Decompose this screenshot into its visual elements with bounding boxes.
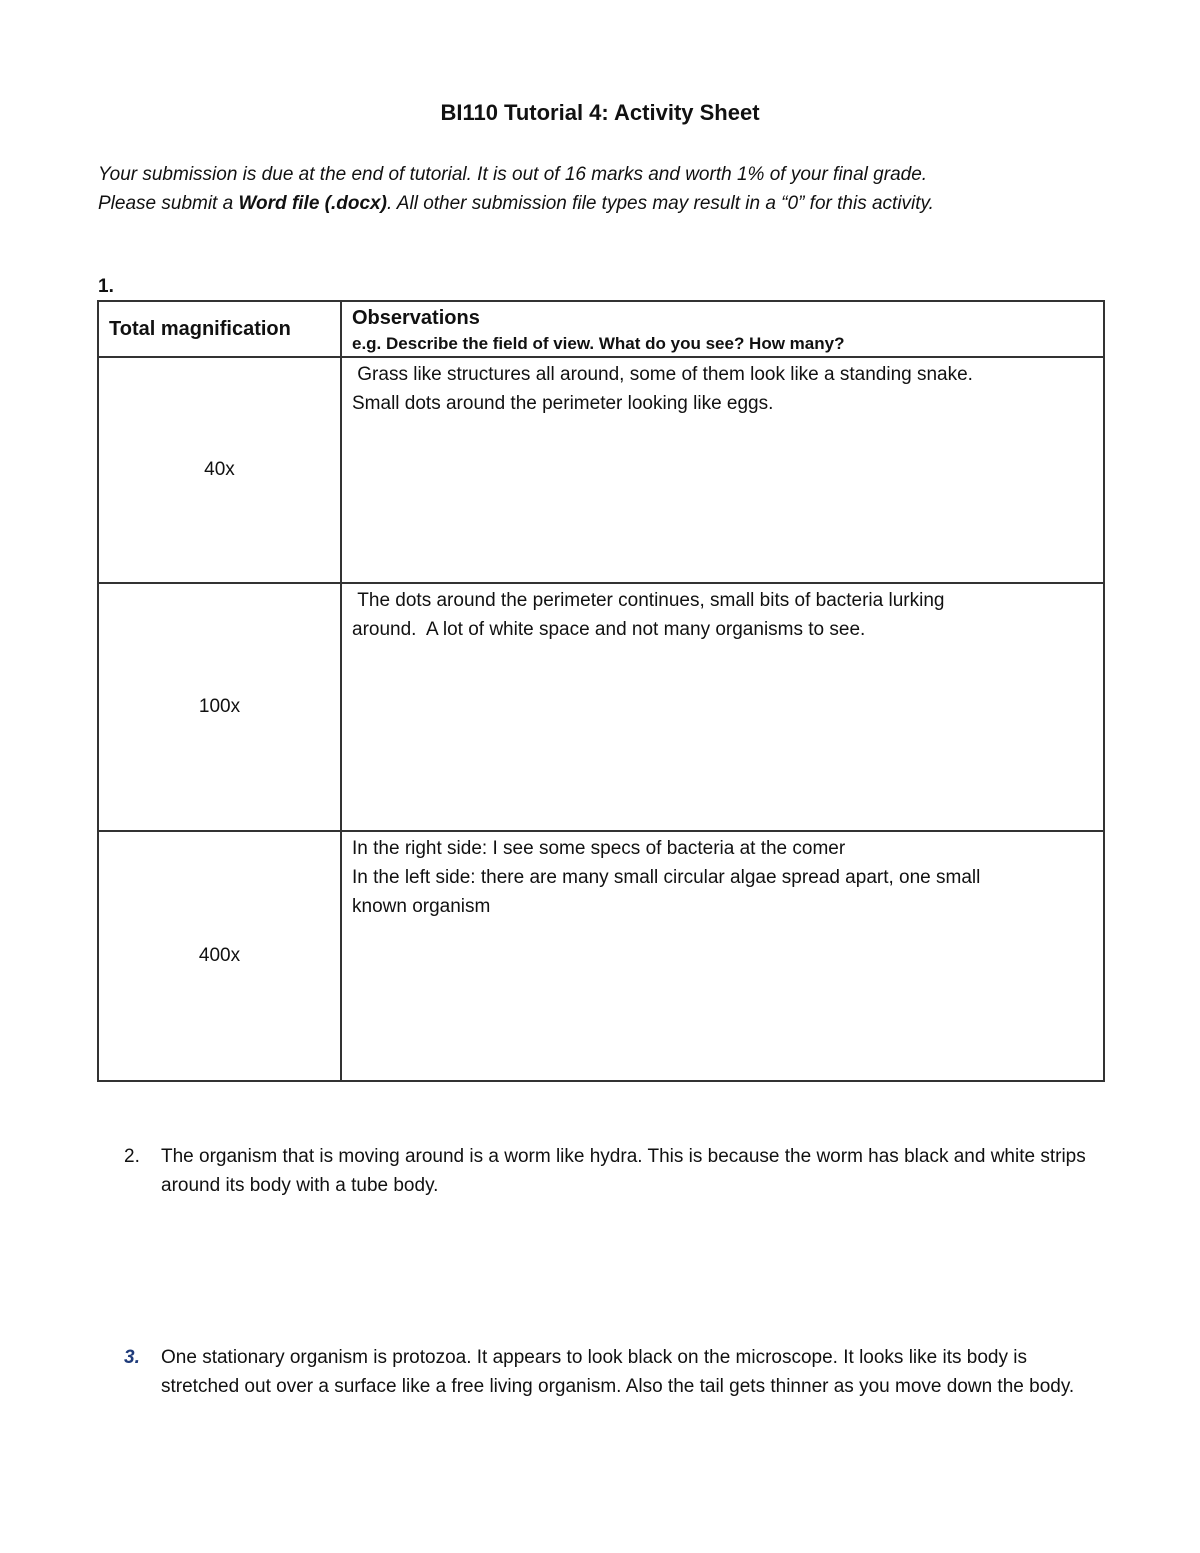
header-observations-hint: e.g. Describe the field of view. What do you see? How many?: [352, 334, 845, 353]
observation-table: [97, 300, 1105, 1082]
answer-2: [124, 1142, 1104, 1200]
instructions-line-2-suffix: . All other submission file types may result in a “0” for this activity.: [386, 193, 934, 214]
observation-line: Grass like structures all around, some of them look like a standing snake.: [352, 364, 973, 385]
magnification-cell: 40x: [98, 357, 341, 583]
page-title: BI110 Tutorial 4: Activity Sheet: [440, 100, 760, 125]
instructions-line-2-prefix: Please submit a: [98, 193, 239, 214]
answer-3-text: One stationary organism is protozoa. It appears to look black on the microscope. It looks like its body is stretched out over a surface like a free living organism. Also the tail gets thinner as you move down the body.: [161, 1347, 1075, 1397]
magnification-cell: 400x: [98, 831, 341, 1081]
observation-line: The dots around the perimeter continues, small bits of bacteria lurking: [352, 590, 945, 611]
table-row: [98, 583, 1104, 831]
header-observations-title: Observations: [352, 307, 480, 329]
observation-line: In the right side: I see some specs of bacteria at the comer: [352, 838, 846, 859]
header-magnification: Total magnification: [98, 301, 341, 357]
observation-cell[interactable]: [341, 357, 1104, 583]
question-1-number: 1.: [98, 276, 114, 297]
answer-3: [124, 1343, 1104, 1401]
observation-cell[interactable]: [341, 831, 1104, 1081]
table-row: [98, 357, 1104, 583]
answer-2-text: The organism that is moving around is a worm like hydra. This is because the worm has black and white strips around its body with a tube body.: [161, 1146, 1086, 1196]
observation-line: Small dots around the perimeter looking like eggs.: [352, 393, 774, 414]
instructions-line-2: [98, 189, 1108, 218]
instructions-line-1: Your submission is due at the end of tutorial. It is out of 16 marks and worth 1% of your final grade.: [98, 164, 928, 185]
observation-line: known organism: [352, 896, 491, 917]
instructions-file-type: Word file (.docx): [238, 193, 387, 214]
table-header-row: [98, 301, 1104, 357]
observation-line: around. A lot of white space and not many organisms to see.: [352, 619, 866, 640]
observation-line: In the left side: there are many small circular algae spread apart, one small: [352, 867, 981, 888]
magnification-cell: 100x: [98, 583, 341, 831]
instructions: [98, 160, 1108, 218]
answer-3-number: 3.: [124, 1347, 140, 1368]
observation-cell[interactable]: [341, 583, 1104, 831]
table-row: [98, 831, 1104, 1081]
header-observations: [341, 301, 1104, 357]
answer-2-number: 2.: [124, 1146, 140, 1167]
